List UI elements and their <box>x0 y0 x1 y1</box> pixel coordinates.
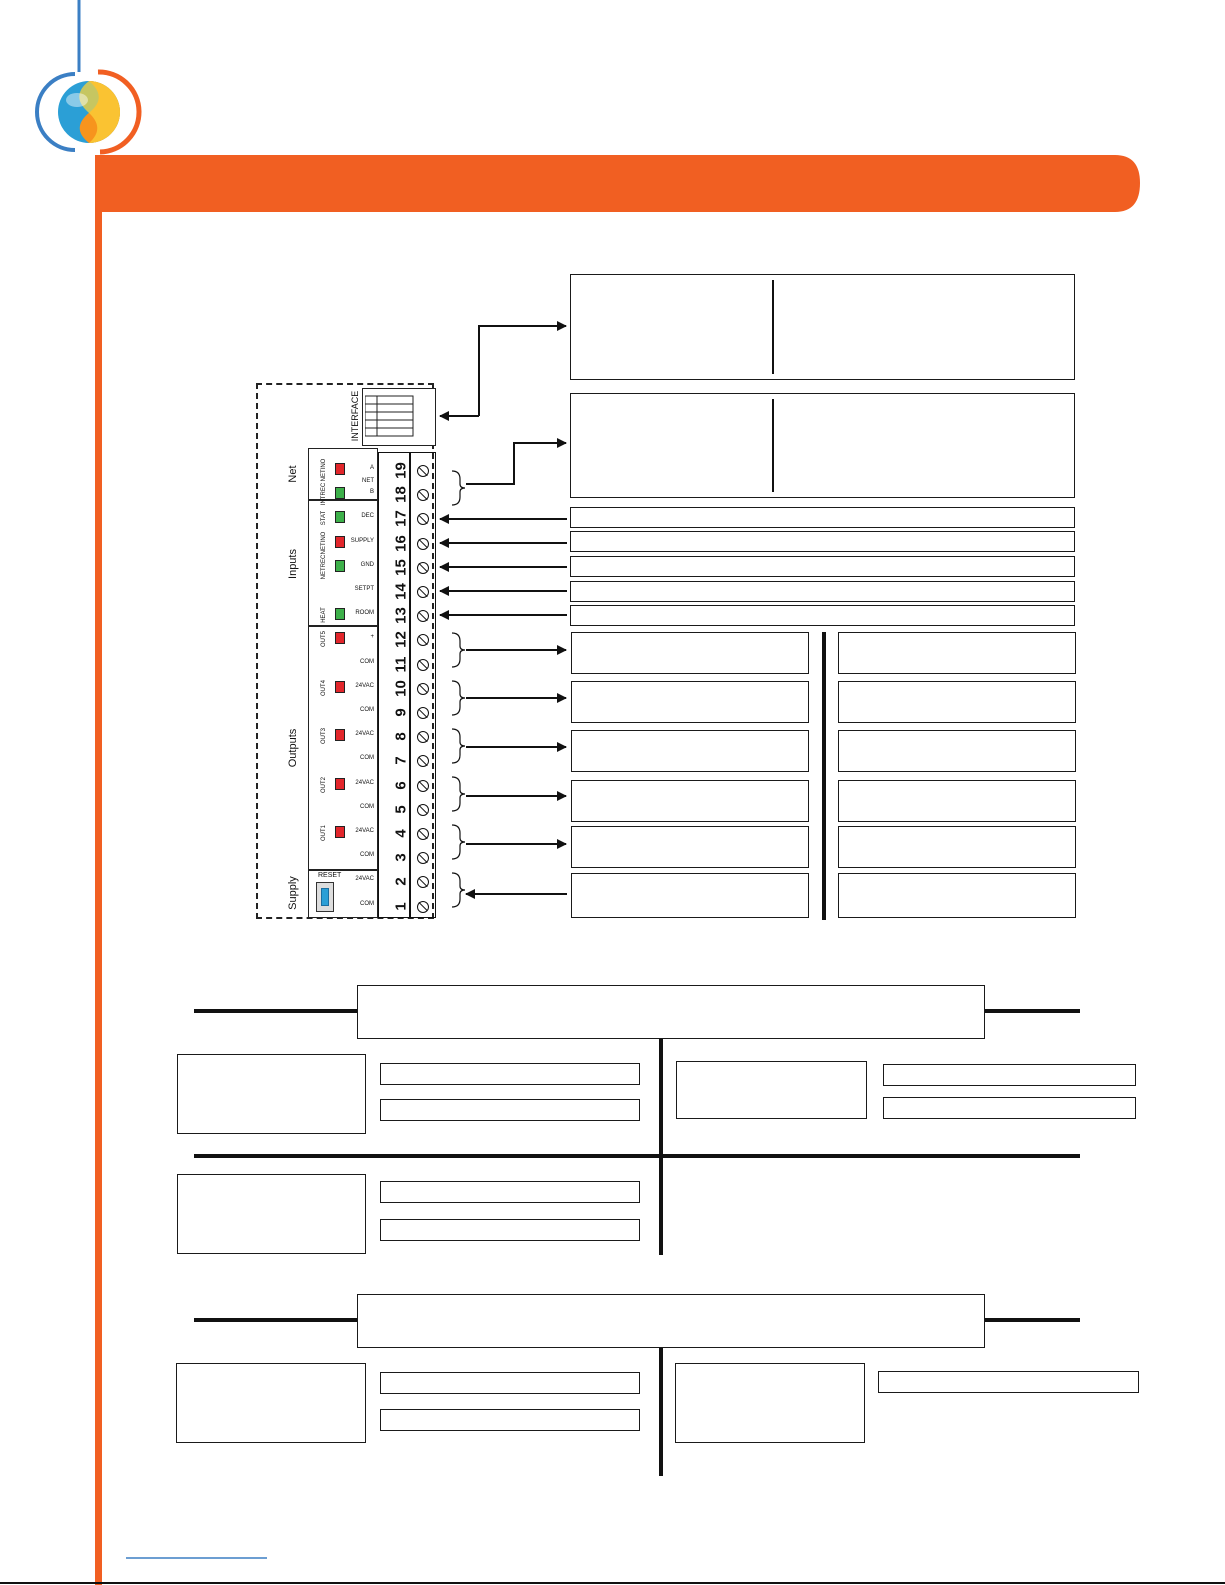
reset-label: RESET <box>318 872 342 879</box>
terminal-number: 18 <box>392 486 410 504</box>
group-label-inputs: Inputs <box>287 549 299 579</box>
terminal-signal-label: A <box>369 465 374 471</box>
section2-field-a1 <box>380 1372 640 1394</box>
terminal-signal-label: DEC <box>361 513 374 520</box>
terminal-signal-label: 24VAC <box>355 828 374 834</box>
terminal-signal-label: 24VAC <box>355 682 374 689</box>
terminal-number: 1 <box>392 901 410 911</box>
terminal-number: 13 <box>392 607 410 625</box>
input-field-16 <box>570 531 1075 552</box>
output-column-divider <box>822 632 826 920</box>
interface-description-box <box>570 274 1075 380</box>
status-led-label: OUT5 <box>321 631 327 648</box>
terminal-signal-label: COM <box>360 658 374 665</box>
section1-label-box-a <box>177 1054 366 1134</box>
section2-label-box-b <box>675 1363 865 1443</box>
terminal-signal-label: COM <box>360 707 374 713</box>
supply-box-right <box>838 873 1076 918</box>
terminal-signal-label: 24VAC <box>355 731 374 738</box>
group-label-net: Net <box>287 465 299 483</box>
input-field-13 <box>570 605 1075 626</box>
terminal-signal-label: B <box>369 489 374 496</box>
terminal-signal-label: COM <box>360 755 374 762</box>
status-led-label: OUT1 <box>321 825 327 842</box>
terminal-number: 8 <box>392 732 410 741</box>
group-label-outputs: Outputs <box>287 728 299 768</box>
terminal-number: 17 <box>392 510 410 528</box>
terminal-number: 15 <box>392 558 410 576</box>
interface-box-divider <box>772 280 774 374</box>
output-box-right-5 <box>838 632 1076 674</box>
section1-field-c1 <box>380 1181 640 1203</box>
terminal-signal-label: 24VAC <box>355 779 374 786</box>
status-led-label: NETREC <box>321 554 327 580</box>
section1-rule-right <box>984 1009 1080 1013</box>
terminal-number: 7 <box>392 756 410 766</box>
net-box-divider <box>772 399 774 492</box>
status-led-label: STAT <box>321 511 327 526</box>
terminal-number: 10 <box>392 679 410 697</box>
terminal-number: 14 <box>392 583 410 600</box>
status-led-label: NETINO <box>321 531 327 554</box>
terminal-number: 12 <box>392 631 410 649</box>
terminal-number: 19 <box>392 462 410 479</box>
input-field-15 <box>570 556 1075 577</box>
section2-rule-left <box>194 1318 358 1322</box>
section1-label-box-c <box>177 1174 366 1254</box>
section1-label-box-b <box>676 1061 867 1119</box>
section1-field-a1 <box>380 1063 640 1085</box>
terminal-number: 2 <box>392 877 410 887</box>
terminal-number: 5 <box>392 805 410 814</box>
terminal-number: 3 <box>392 853 410 862</box>
terminal-signal-label: + <box>370 634 374 641</box>
section2-label-box-a <box>176 1363 366 1443</box>
output-box-right-2 <box>838 780 1076 822</box>
group-label-supply: Supply <box>287 876 299 910</box>
terminal-signal-label: 24VAC <box>355 876 374 883</box>
status-led-label: HEAT <box>321 607 327 623</box>
terminal-number: 16 <box>392 534 410 552</box>
output-box-left-4 <box>571 681 809 723</box>
output-box-right-4 <box>838 681 1076 723</box>
output-box-left-3 <box>571 730 809 772</box>
status-led-label: OUT2 <box>321 776 327 793</box>
terminal-signal-label: SUPPLY <box>350 537 374 544</box>
status-led-label: OUT4 <box>321 679 327 696</box>
section1-field-b1 <box>883 1064 1136 1086</box>
status-led-label: NETINO <box>321 458 327 482</box>
input-field-14 <box>570 581 1075 602</box>
net-description-box <box>570 393 1075 498</box>
terminal-number: 6 <box>392 780 410 790</box>
output-box-right-1 <box>838 826 1076 868</box>
section1-title-box <box>357 985 985 1039</box>
status-led-label: INTREC <box>321 483 327 506</box>
input-field-17 <box>570 507 1075 528</box>
terminal-signal-label: COM <box>360 900 374 907</box>
section1-field-a2 <box>380 1099 640 1121</box>
section2-title-box <box>357 1294 985 1348</box>
section2-field-b1 <box>878 1371 1139 1393</box>
terminal-number: 11 <box>392 656 410 673</box>
section2-rule-right <box>984 1318 1080 1322</box>
terminal-signal-label: ROOM <box>355 610 374 617</box>
section1-field-c2 <box>380 1219 640 1241</box>
section1-mid-rule <box>194 1154 1080 1158</box>
output-box-left-1 <box>571 826 809 868</box>
section1-rule-left <box>194 1009 358 1013</box>
terminal-number: 9 <box>392 708 410 717</box>
output-box-right-3 <box>838 730 1076 772</box>
interface-label: INTERFACE <box>350 390 360 442</box>
section1-field-b2 <box>883 1097 1136 1119</box>
terminal-signal-label: GND <box>360 561 374 568</box>
section1-center-divider <box>659 1039 663 1255</box>
terminal-number: 4 <box>392 829 410 838</box>
net-mid-label: NET <box>362 478 374 484</box>
terminal-signal-label: COM <box>360 852 374 859</box>
terminal-signal-label: COM <box>360 803 374 810</box>
section2-field-a2 <box>380 1409 640 1431</box>
output-box-left-5 <box>571 632 809 674</box>
supply-box-left <box>571 873 809 918</box>
output-box-left-2 <box>571 780 809 822</box>
section2-center-divider <box>659 1348 663 1476</box>
terminal-signal-label: SETPT <box>354 586 374 592</box>
status-led-label: OUT3 <box>321 728 327 745</box>
